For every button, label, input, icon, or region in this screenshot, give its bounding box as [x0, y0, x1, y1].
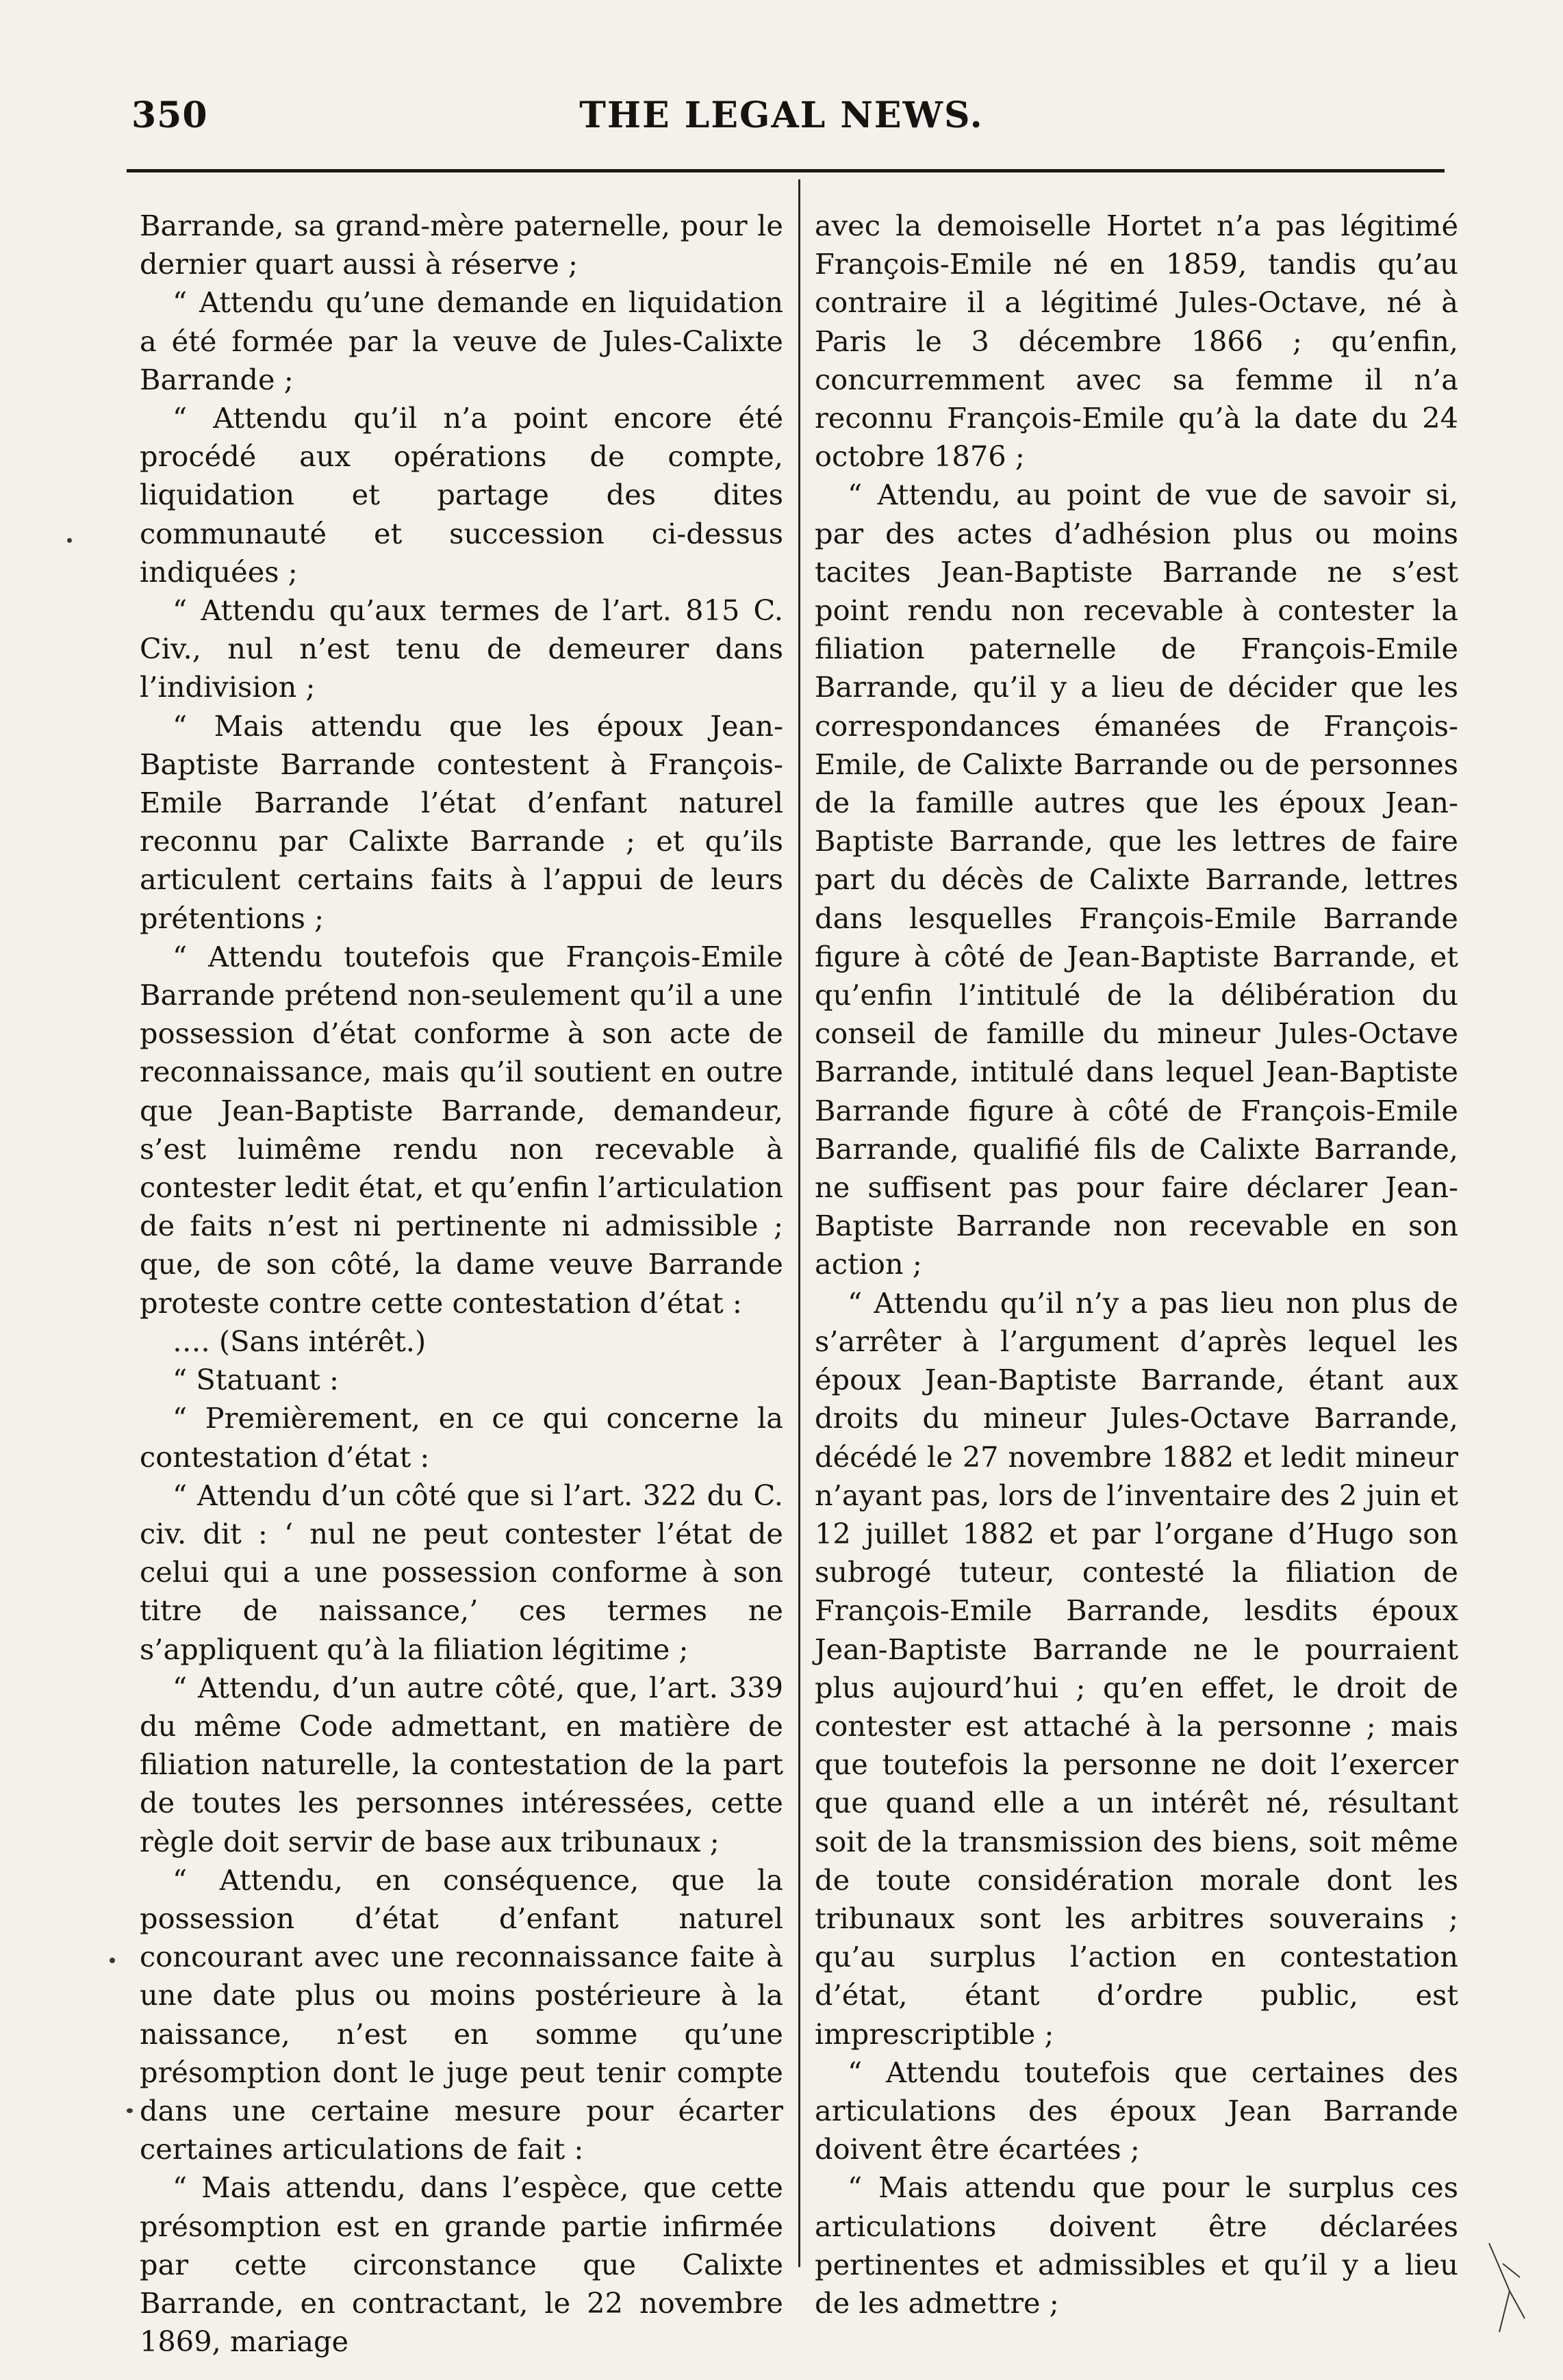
paragraph: “ Attendu qu’il n’a point encore été procédé aux opérations de compte, liquidation et partage des dites communauté et succession ci-dessus indiquées ;	[140, 401, 783, 589]
paragraph: “ Premièrement, en ce qui concerne la contestation d’état :	[140, 1401, 783, 1474]
paragraph: “ Statuant :	[173, 1363, 339, 1397]
paragraph: “ Attendu toutefois que certaines des articulations des époux Jean Barrande doivent être écartées ;	[815, 2055, 1458, 2166]
paragraph: “ Mais attendu, dans l’espèce, que cette présomption est en grande partie infirmée par cette circonstance que Calixte Barrande, en contractant, le 22 novembre 1869, mariage	[140, 2171, 783, 2359]
page-number: 350	[131, 94, 208, 136]
paragraph: “ Attendu d’un côté que si l’art. 322 du C. civ. dit : ‘ nul ne peut contester l’état de celui qui a une possession conforme à son titre de naissance,’ ces termes ne s’appliquent qu’à la filiation légitime ;	[140, 1478, 783, 1666]
scan-scratch	[1482, 2236, 1530, 2339]
scan-speck	[110, 1958, 115, 1963]
paragraph: “ Attendu toutefois que François-Emile Barrande prétend non-seulement qu’il a une possession d’état conforme à son acte de reconnaissance, mais qu’il soutient en outre que Jean-Baptiste Barrande, demandeur, s’est luimême rendu non recevable à contester ledit état, et qu’enfin l’articulation de faits n’est ni pertinente ni admissible ; que, de son côté, la dame veuve Barrande proteste contre cette contestation d’état :	[140, 939, 783, 1320]
scan-speck	[67, 538, 72, 543]
paragraph: “ Attendu, en conséquence, que la possession d’état d’enfant naturel concourant avec une reconnaissance faite à une date plus ou moins postérieure à la naissance, n’est en somme qu’une présomption dont le juge peut tenir compte dans une certaine mesure pour écarter certaines articulations de fait :	[140, 1863, 783, 2166]
paragraph: “ Attendu qu’une demande en liquidation a été formée par la veuve de Jules-Calixte Barrande ;	[140, 285, 783, 396]
paragraph: “ Mais attendu que les époux Jean-Baptiste Barrande contestent à François-Emile Barrande l’état d’enfant naturel reconnu par Calixte Barrande ; et qu’ils articulent certains faits à l’appui de leurs prétentions ;	[140, 708, 783, 935]
running-title: THE LEGAL NEWS.	[579, 94, 984, 136]
paragraph: “ Attendu, au point de vue de savoir si, par des actes d’adhésion plus ou moins tacites Jean-Baptiste Barrande ne s’est point rendu non recevable à contester la filiation paternelle de François-Emile Barrande, qu’il y a lieu de décider que les correspondances émanées de François-Emile, de Calixte Barrande ou de personnes de la famille autres que les époux Jean-Baptiste Barrande, que les lettres de faire part du décès de Calixte Barrande, lettres dans lesquelles François-Emile Barrande figure à côté de Jean-Baptiste Barrande, et qu’enfin l’intitulé de la délibération du conseil de famille du mineur Jules-Octave Barrande, intitulé dans lequel Jean-Baptiste Barrande figure à côté de François-Emile Barrande, qualifié fils de Calixte Barrande, ne suffisent pas pour faire déclarer Jean-Baptiste Barrande non recevable en son action ;	[815, 478, 1458, 1281]
scan-speck	[127, 2108, 133, 2113]
column-divider	[798, 179, 800, 2267]
paragraph: Barrande, sa grand-mère paternelle, pour le dernier quart aussi à réserve ;	[140, 209, 783, 281]
header-rule	[127, 169, 1445, 172]
left-column	[140, 207, 783, 2359]
paragraph: “ Mais attendu que pour le surplus ces articulations doivent être déclarées pertinentes et admissibles et qu’il y a lieu de les admettre ;	[815, 2171, 1458, 2320]
paragraph: …. (Sans intérêt.)	[173, 1324, 427, 1358]
paragraph: avec la demoiselle Hortet n’a pas légitimé François-Emile né en 1859, tandis qu’au contraire il a légitimé Jules-Octave, né à Paris le 3 décembre 1866 ; qu’enfin, concurremment avec sa femme il n’a reconnu François-Emile qu’à la date du 24 octobre 1876 ;	[815, 209, 1458, 474]
paragraph: “ Attendu, d’un autre côté, que, l’art. 339 du même Code admettant, en matière de filiation naturelle, la contestation de la part de toutes les personnes intéressées, cette règle doit servir de base aux tribunaux ;	[140, 1670, 783, 1858]
paragraph: “ Attendu qu’il n’y a pas lieu non plus de s’arrêter à l’argument d’après lequel les époux Jean-Baptiste Barrande, étant aux droits du mineur Jules-Octave Barrande, décédé le 27 novembre 1882 et ledit mineur n’ayant pas, lors de l’inventaire des 2 juin et 12 juillet 1882 et par l’organe d’Hugo son subrogé tuteur, contesté la filiation de François-Emile Barrande, lesdits époux Jean-Baptiste Barrande ne le pourraient plus aujourd’hui ; qu’en effet, le droit de contester est attaché à la personne ; mais que toutefois la personne ne doit l’exercer que quand elle a un intérêt né, résultant soit de la transmission des biens, soit même de toute considération morale dont les tribunaux sont les arbitres souverains ; qu’au surplus l’action en contestation d’état, étant d’ordre public, est imprescriptible ;	[815, 1285, 1458, 2051]
right-column	[815, 207, 1458, 2320]
paragraph: “ Attendu qu’aux termes de l’art. 815 C. Civ., nul n’est tenu de demeurer dans l’indivision ;	[140, 593, 783, 704]
